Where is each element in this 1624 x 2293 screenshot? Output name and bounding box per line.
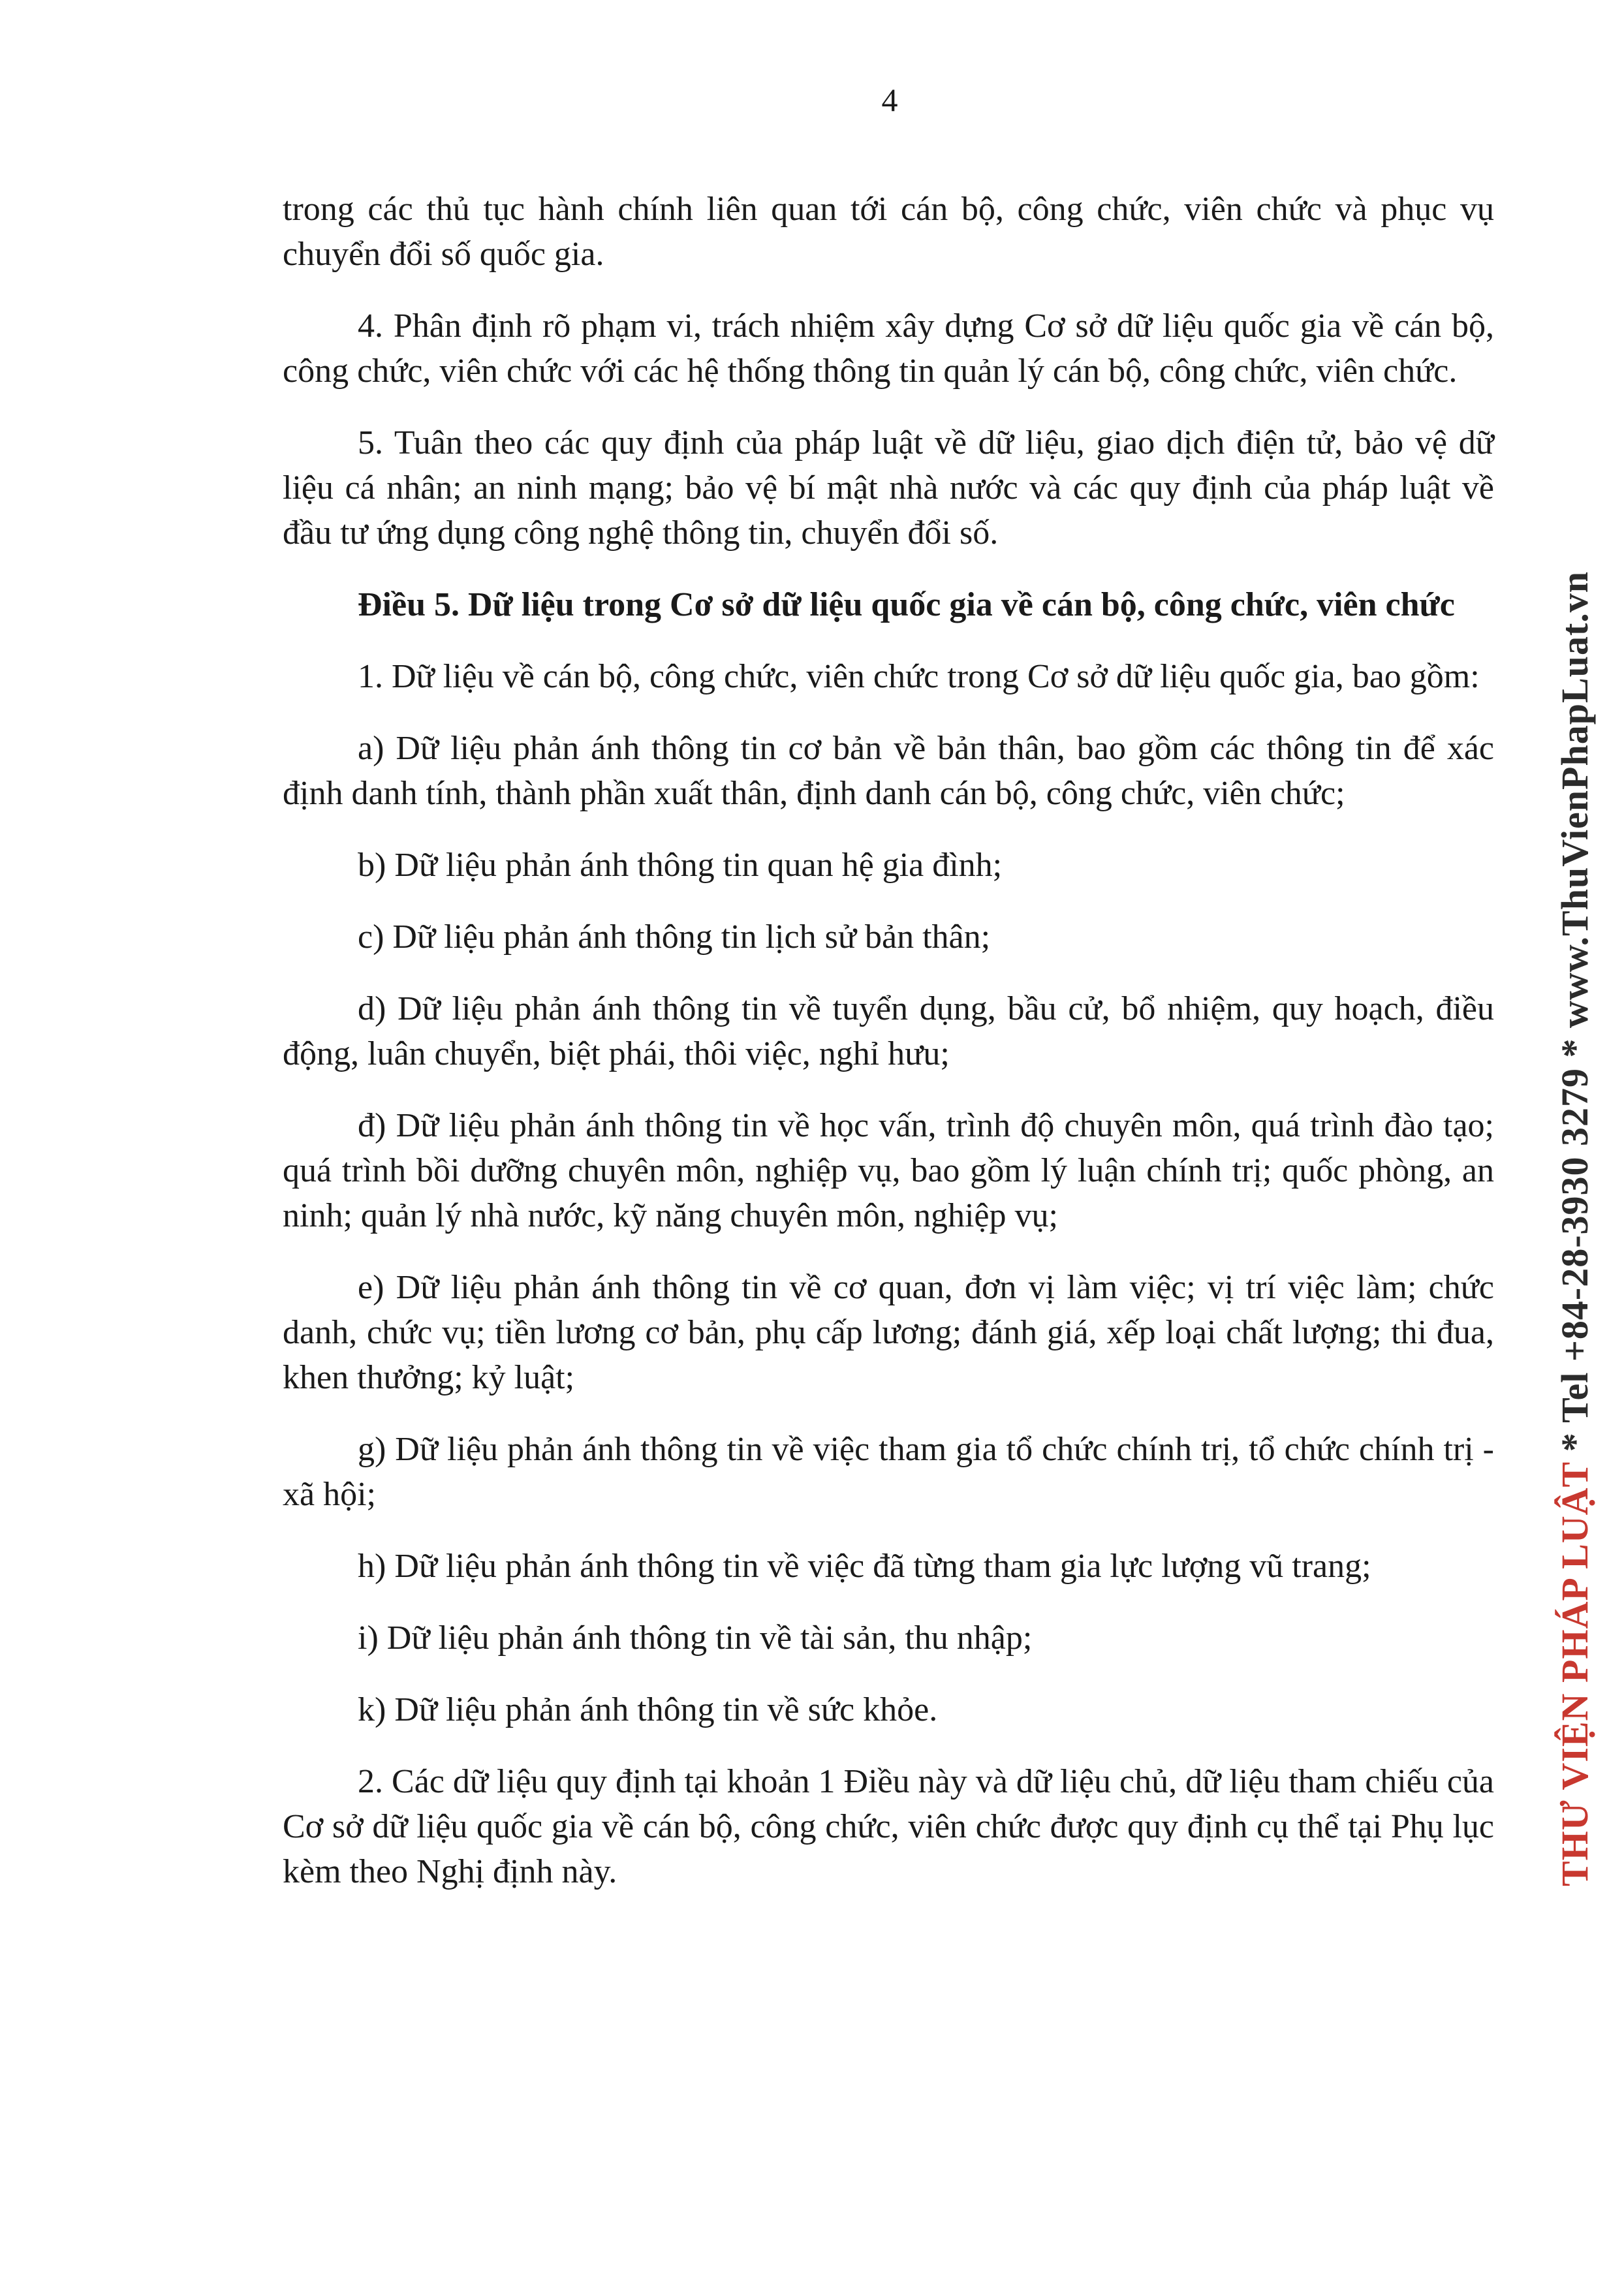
paragraph-article-5-clause-1: 1. Dữ liệu về cán bộ, công chức, viên chức trong Cơ sở dữ liệu quốc gia, bao gồm:: [358, 658, 1480, 695]
list-item-c: c) Dữ liệu phản ánh thông tin lịch sử bản thân;: [358, 918, 991, 956]
list-item-e: e) Dữ liệu phản ánh thông tin về cơ quan, đơn vị làm việc; vị trí việc làm; chức danh, chức vụ; tiền lương cơ bản, phụ cấp lương; đánh giá, xếp loại chất lượng; thi đua, khen thưởng; kỷ luật;: [283, 1269, 1494, 1396]
list-item-b: b) Dữ liệu phản ánh thông tin quan hệ gia đình;: [358, 847, 1003, 884]
watermark: [1553, 571, 1597, 1886]
watermark-brand: THƯ VIỆN PHÁP LUẬT: [1554, 1461, 1596, 1886]
page-number: 4: [881, 82, 898, 118]
paragraph-clause-4: 4. Phân định rõ phạm vi, trách nhiệm xây dựng Cơ sở dữ liệu quốc gia về cán bộ, công chức, viên chức với các hệ thống thông tin quản lý cán bộ, công chức, viên chức.: [283, 307, 1494, 390]
list-item-g: g) Dữ liệu phản ánh thông tin về việc tham gia tổ chức chính trị, tổ chức chính trị - xã hội;: [283, 1431, 1494, 1513]
list-item-dd: đ) Dữ liệu phản ánh thông tin về học vấn, trình độ chuyên môn, quá trình đào tạo; quá trình bồi dưỡng chuyên môn, nghiệp vụ, bao gồm lý luận chính trị; quốc phòng, an ninh; quản lý nhà nước, kỹ năng chuyên môn, nghiệp vụ;: [283, 1107, 1494, 1234]
article-5-heading: Điều 5. Dữ liệu trong Cơ sở dữ liệu quốc gia về cán bộ, công chức, viên chức: [358, 586, 1455, 623]
list-item-a: a) Dữ liệu phản ánh thông tin cơ bản về bản thân, bao gồm các thông tin để xác định danh tính, thành phần xuất thân, định danh cán bộ, công chức, viên chức;: [283, 730, 1494, 812]
list-item-i: i) Dữ liệu phản ánh thông tin về tài sản, thu nhập;: [358, 1619, 1033, 1657]
paragraph-clause-5: 5. Tuân theo các quy định của pháp luật về dữ liệu, giao dịch điện tử, bảo vệ dữ liệu cá nhân; an ninh mạng; bảo vệ bí mật nhà nước và các quy định của pháp luật về đầu tư ứng dụng công nghệ thông tin, chuyển đổi số.: [283, 424, 1494, 552]
list-item-d: d) Dữ liệu phản ánh thông tin về tuyển dụng, bầu cử, bổ nhiệm, quy hoạch, điều động, luân chuyển, biệt phái, thôi việc, nghỉ hưu;: [283, 990, 1494, 1072]
list-item-h: h) Dữ liệu phản ánh thông tin về việc đã từng tham gia lực lượng vũ trang;: [358, 1548, 1371, 1585]
document-body: [283, 187, 1494, 1921]
list-item-k: k) Dữ liệu phản ánh thông tin về sức khỏe.: [358, 1691, 938, 1728]
paragraph-article-5-clause-2: 2. Các dữ liệu quy định tại khoản 1 Điều này và dữ liệu chủ, dữ liệu tham chiếu của Cơ sở dữ liệu quốc gia về cán bộ, công chức, viên chức được quy định cụ thể tại Phụ lục kèm theo Nghị định này.: [283, 1763, 1494, 1890]
watermark-contact: * Tel +84-28-3930 3279 * www.ThuVienPhapLuat.vn: [1554, 570, 1596, 1462]
paragraph-continuation: trong các thủ tục hành chính liên quan tới cán bộ, công chức, viên chức và phục vụ chuyển đổi số quốc gia.: [283, 191, 1494, 273]
